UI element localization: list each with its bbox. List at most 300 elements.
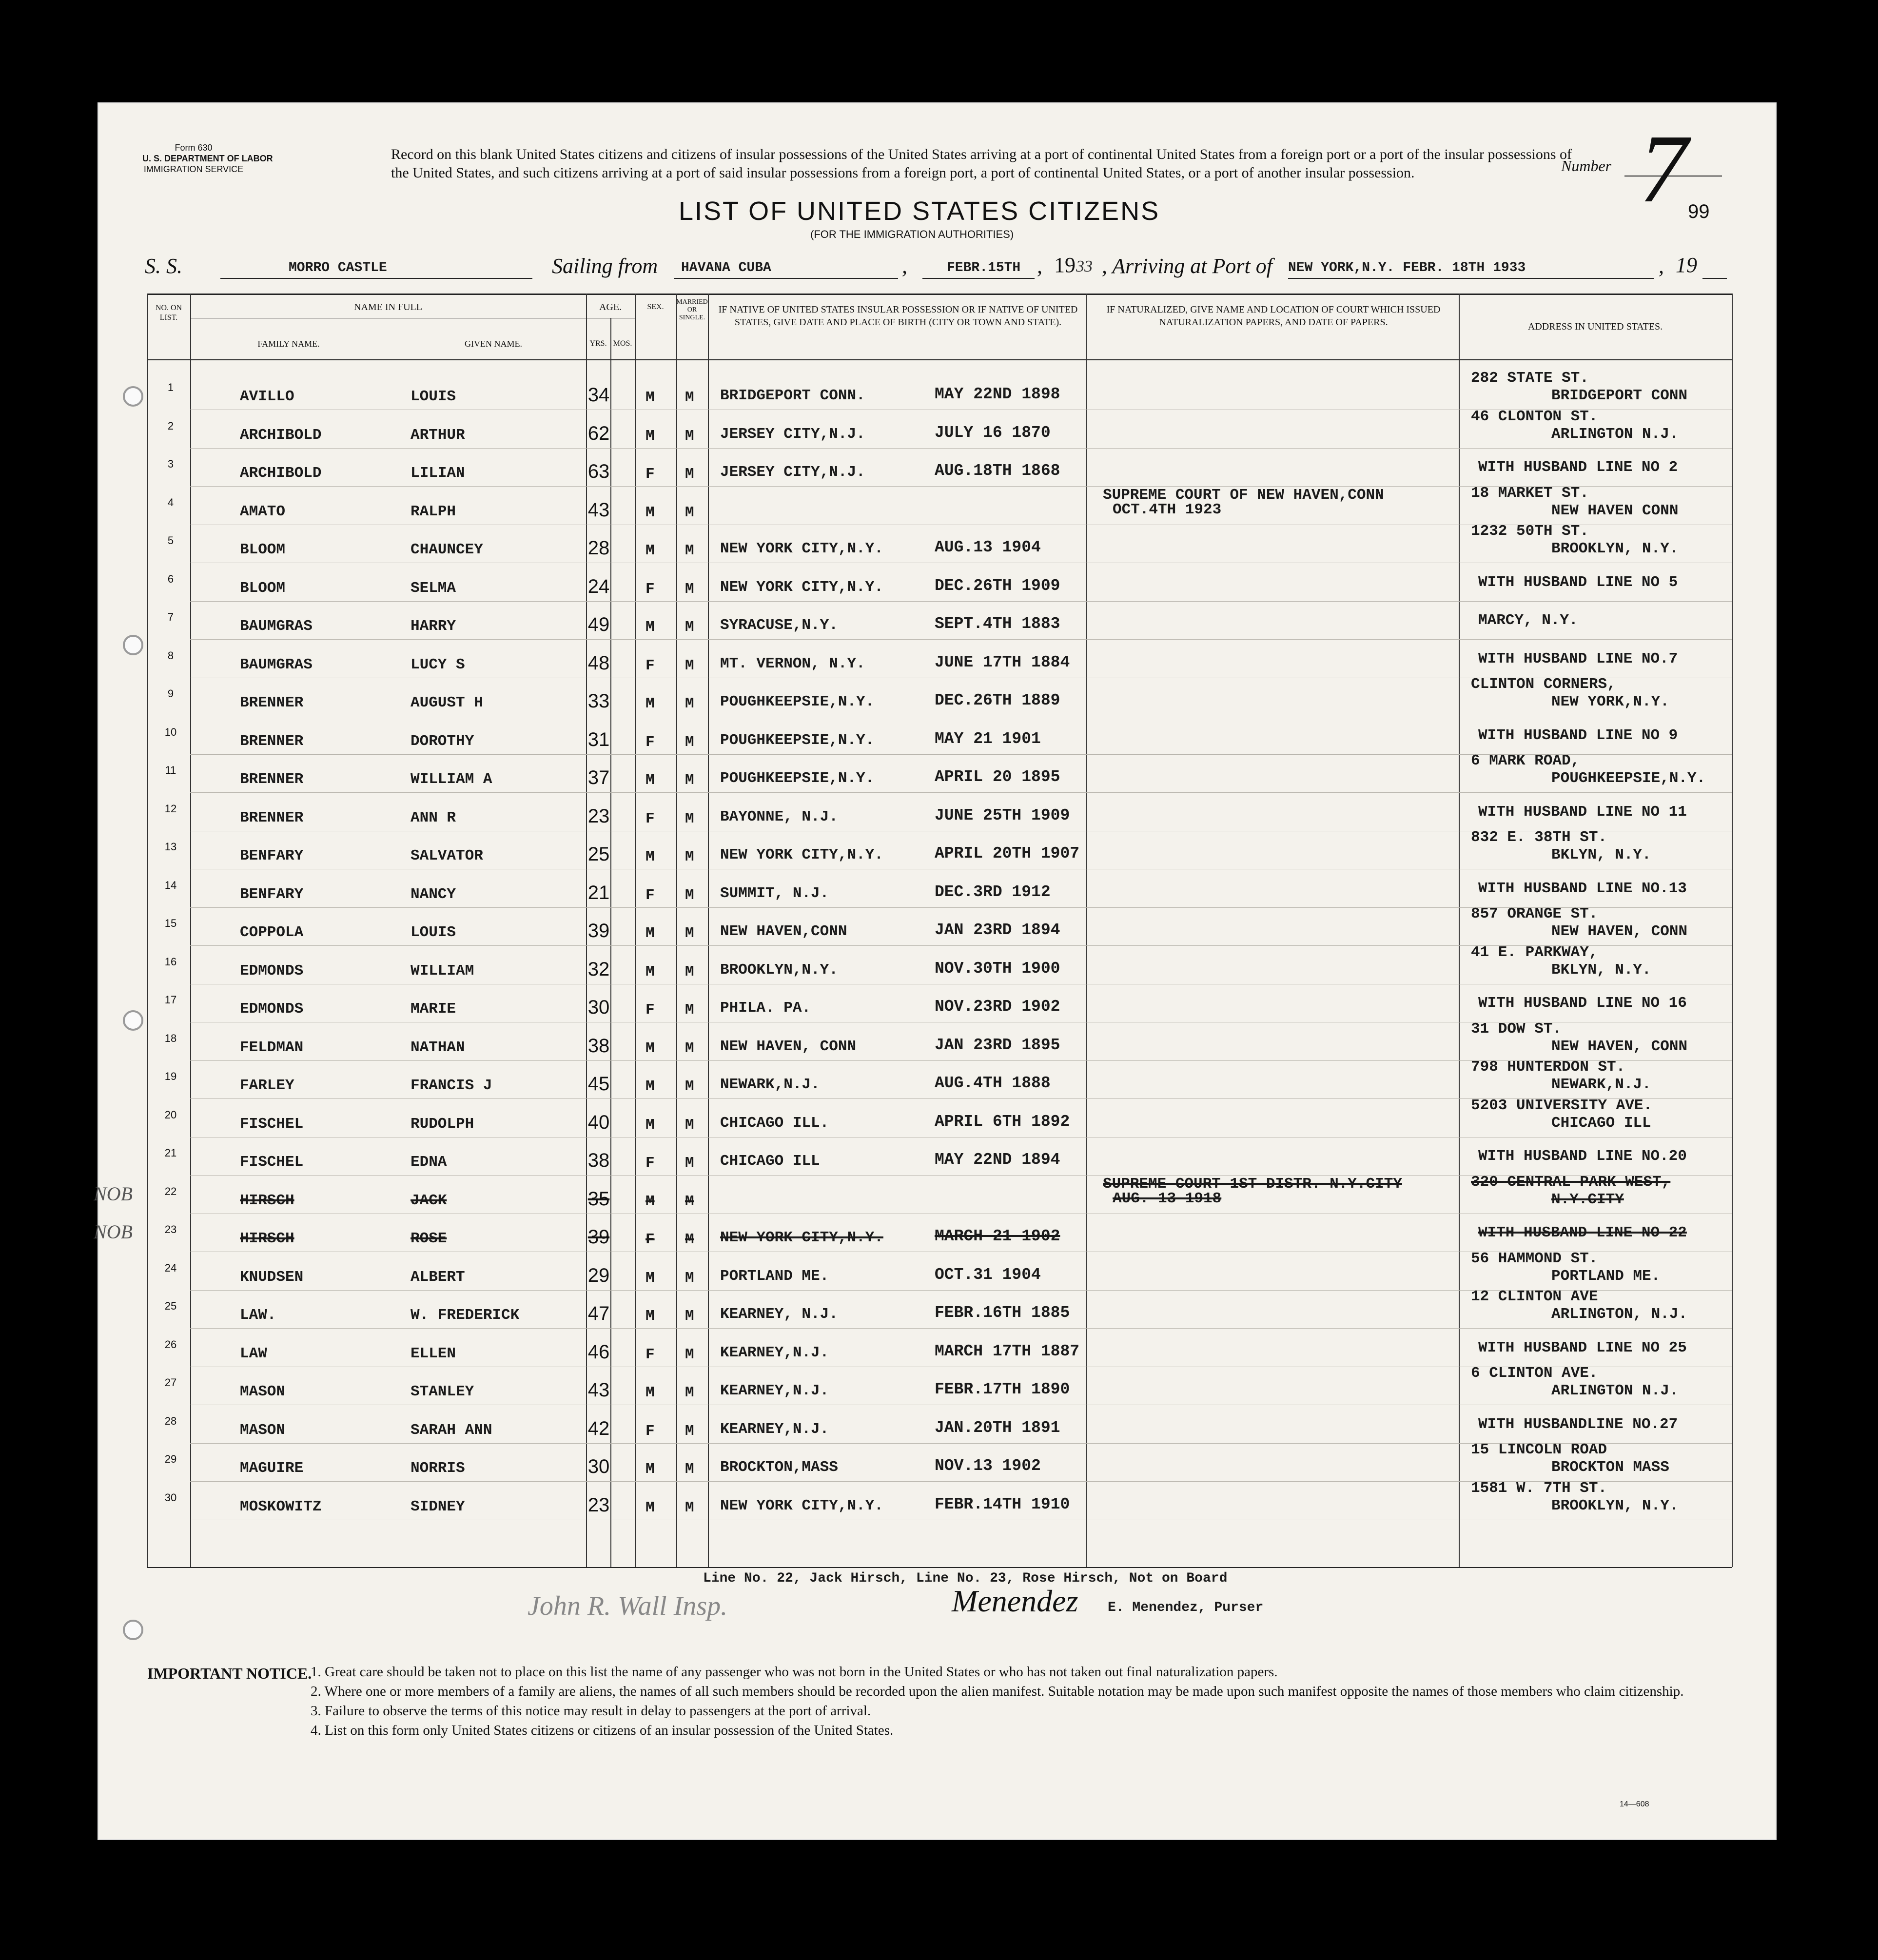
address-line-1: WITH HUSBAND LINE NO 11 bbox=[1478, 804, 1687, 821]
row-rule bbox=[190, 601, 1732, 602]
marital-status: M bbox=[685, 466, 694, 483]
given-name: WILLIAM A bbox=[411, 771, 492, 788]
row-number: 30 bbox=[164, 1491, 177, 1504]
page-number: 99 bbox=[1688, 201, 1710, 222]
marital-status: M bbox=[685, 428, 694, 445]
row-number: 1 bbox=[167, 381, 174, 393]
address-line-1: 798 HUNTERDON ST. bbox=[1471, 1058, 1625, 1076]
marital-status: M bbox=[685, 1231, 694, 1248]
marital-status: M bbox=[685, 542, 694, 559]
row-number: 20 bbox=[164, 1109, 177, 1121]
family-name: FARLEY bbox=[240, 1077, 294, 1094]
family-name: LAW bbox=[240, 1345, 267, 1362]
birth-place: BROCKTON,MASS bbox=[720, 1459, 838, 1476]
row-number: 8 bbox=[167, 649, 174, 662]
given-name: LOUIS bbox=[411, 924, 456, 941]
age-years: 45 bbox=[587, 1073, 610, 1095]
birth-date: DEC.26TH 1889 bbox=[935, 691, 1060, 709]
family-name: BRENNER bbox=[240, 694, 304, 711]
row-rule bbox=[190, 1328, 1732, 1329]
age-years: 23 bbox=[587, 805, 610, 827]
address-line-2: N.Y.CITY bbox=[1551, 1191, 1624, 1208]
table-top-border bbox=[147, 294, 1732, 295]
age-years: 30 bbox=[587, 1456, 610, 1477]
row-number: 29 bbox=[164, 1453, 177, 1465]
footer-note: Line No. 22, Jack Hirsch, Line No. 23, Rose Hirsch, Not on Board bbox=[703, 1571, 1228, 1586]
col-age: AGE. bbox=[599, 302, 622, 313]
address-line-1: 12 CLINTON AVE bbox=[1471, 1288, 1598, 1305]
given-name: NORRIS bbox=[411, 1460, 465, 1477]
given-name: SELMA bbox=[411, 580, 456, 597]
row-number: 7 bbox=[167, 611, 174, 623]
col-married: MARRIED OR SINGLE. bbox=[676, 298, 708, 321]
manifest-sheet bbox=[94, 102, 1777, 1840]
sex: M bbox=[646, 1270, 655, 1287]
age-years: 40 bbox=[587, 1112, 610, 1133]
given-name: STANLEY bbox=[411, 1383, 474, 1400]
sex: M bbox=[646, 963, 655, 980]
sex: M bbox=[646, 1040, 655, 1057]
given-name: ALBERT bbox=[411, 1269, 465, 1286]
age-years: 33 bbox=[587, 690, 610, 712]
given-name: SALVATOR bbox=[411, 847, 483, 864]
marital-status: M bbox=[685, 389, 694, 406]
age-years: 62 bbox=[587, 423, 610, 444]
given-name: LUCY S bbox=[411, 656, 465, 673]
department: U. S. DEPARTMENT OF LABOR bbox=[142, 154, 273, 163]
col-family: FAMILY NAME. bbox=[257, 339, 320, 349]
row-number: 5 bbox=[167, 534, 174, 547]
date-underline bbox=[922, 278, 1035, 279]
address-line-1: 6 CLINTON AVE. bbox=[1471, 1365, 1598, 1382]
year-underline bbox=[1702, 278, 1727, 279]
naturalization-court: SUPREME COURT 1ST DISTR. N.Y.CITY bbox=[1103, 1176, 1402, 1193]
birth-date: APRIL 20 1895 bbox=[935, 768, 1060, 786]
age-years: 28 bbox=[587, 537, 610, 559]
address-line-1: WITH HUSBAND LINE NO 16 bbox=[1478, 995, 1687, 1012]
birth-place: NEW YORK CITY,N.Y. bbox=[720, 1497, 883, 1514]
family-name: MASON bbox=[240, 1422, 286, 1439]
sex: F bbox=[646, 1155, 655, 1172]
notice-title: IMPORTANT NOTICE. bbox=[147, 1665, 312, 1682]
row-number: 28 bbox=[164, 1415, 177, 1427]
birth-place: BAYONNE, N.J. bbox=[720, 808, 838, 825]
arriving-label: , Arriving at Port of bbox=[1102, 254, 1272, 278]
address-line-1: MARCY, N.Y. bbox=[1478, 612, 1578, 629]
birth-date: FEBR.17TH 1890 bbox=[935, 1380, 1070, 1398]
birth-place: POUGHKEEPSIE,N.Y. bbox=[720, 770, 875, 787]
given-name: HARRY bbox=[411, 618, 456, 635]
ss-label: S. S. bbox=[145, 254, 182, 278]
marital-status: M bbox=[685, 1461, 694, 1478]
arrival-port: NEW YORK,N.Y. FEBR. 18TH 1933 bbox=[1288, 260, 1526, 275]
row-number: 23 bbox=[164, 1223, 177, 1235]
binder-hole-icon bbox=[123, 1010, 143, 1031]
row-number: 14 bbox=[164, 879, 177, 891]
row-number: 2 bbox=[167, 420, 174, 432]
address-line-1: 31 DOW ST. bbox=[1471, 1020, 1562, 1038]
family-name: BLOOM bbox=[240, 541, 286, 558]
age-years: 29 bbox=[587, 1265, 610, 1286]
given-name: NATHAN bbox=[411, 1039, 465, 1056]
sex: M bbox=[646, 1117, 655, 1134]
row-number: 6 bbox=[167, 573, 174, 585]
birth-place: NEW YORK CITY,N.Y. bbox=[720, 540, 883, 557]
form-number: Form 630 bbox=[175, 143, 213, 153]
row-number: 15 bbox=[164, 917, 177, 929]
address-line-2: ARLINGTON N.J. bbox=[1551, 1382, 1679, 1399]
given-name: JACK bbox=[411, 1192, 447, 1209]
sex: M bbox=[646, 1308, 655, 1325]
marital-status: M bbox=[685, 695, 694, 712]
address-line-2: BKLYN, N.Y. bbox=[1551, 961, 1651, 979]
sex: M bbox=[646, 1078, 655, 1095]
column-line bbox=[190, 294, 191, 1567]
birth-date: APRIL 6TH 1892 bbox=[935, 1113, 1070, 1131]
comma: , bbox=[1037, 254, 1042, 278]
col-sex: SEX. bbox=[647, 303, 664, 311]
marital-status: M bbox=[685, 1040, 694, 1057]
address-line-2: ARLINGTON N.J. bbox=[1551, 426, 1679, 443]
inspector-signature: John R. Wall Insp. bbox=[528, 1591, 728, 1621]
address-line-1: 5203 UNIVERSITY AVE. bbox=[1471, 1097, 1653, 1114]
address-line-1: WITH HUSBAND LINE NO 22 bbox=[1478, 1224, 1687, 1241]
column-line bbox=[1732, 294, 1733, 1567]
family-name: FISCHEL bbox=[240, 1154, 304, 1171]
birth-date: AUG.18TH 1868 bbox=[935, 462, 1060, 480]
marital-status: M bbox=[685, 1078, 694, 1095]
age-years: 39 bbox=[587, 1226, 610, 1248]
marital-status: M bbox=[685, 619, 694, 636]
given-name: FRANCIS J bbox=[411, 1077, 492, 1094]
marital-status: M bbox=[685, 925, 694, 942]
family-name: KNUDSEN bbox=[240, 1269, 304, 1286]
age-years: 38 bbox=[587, 1150, 610, 1171]
age-years: 48 bbox=[587, 652, 610, 674]
row-rule bbox=[190, 639, 1732, 640]
col-given: GIVEN NAME. bbox=[465, 339, 522, 349]
birth-date: MAY 22ND 1894 bbox=[935, 1151, 1060, 1169]
naturalization-date: AUG. 13 1918 bbox=[1113, 1190, 1222, 1207]
family-name: FISCHEL bbox=[240, 1116, 304, 1133]
row-rule bbox=[190, 792, 1732, 793]
birth-date: JUNE 17TH 1884 bbox=[935, 653, 1070, 671]
age-years: 24 bbox=[587, 576, 610, 597]
sex: F bbox=[646, 657, 655, 674]
age-years: 42 bbox=[587, 1418, 610, 1439]
marital-status: M bbox=[685, 1423, 694, 1440]
family-name: COPPOLA bbox=[240, 924, 304, 941]
marital-status: M bbox=[685, 1346, 694, 1363]
header-bottom-border bbox=[147, 359, 1732, 360]
notice-item: 4. List on this form only United States citizens or citizens of an insular possession of the United States. bbox=[311, 1723, 894, 1738]
row-number: 21 bbox=[164, 1147, 177, 1159]
marital-status: M bbox=[685, 1270, 694, 1287]
margin-note: NOB bbox=[94, 1221, 133, 1243]
address-line-1: 41 E. PARKWAY, bbox=[1471, 944, 1598, 961]
table-bottom-border bbox=[147, 1567, 1732, 1568]
family-name: BRENNER bbox=[240, 771, 304, 788]
marital-status: M bbox=[685, 1001, 694, 1019]
given-name: EDNA bbox=[411, 1154, 447, 1171]
row-number: 19 bbox=[164, 1070, 177, 1082]
family-name: ARCHIBOLD bbox=[240, 427, 322, 444]
address-line-1: WITH HUSBAND LINE NO 2 bbox=[1478, 459, 1678, 476]
birth-date: JULY 16 1870 bbox=[935, 424, 1051, 442]
address-line-2: PORTLAND ME. bbox=[1551, 1268, 1661, 1285]
ship-underline bbox=[220, 278, 532, 279]
birth-date: JAN.20TH 1891 bbox=[935, 1419, 1060, 1437]
notice-list bbox=[311, 1662, 1724, 1740]
birth-date: JAN 23RD 1895 bbox=[935, 1036, 1060, 1054]
column-line bbox=[635, 294, 636, 1567]
col-mos: MOS. bbox=[613, 339, 632, 348]
column-line bbox=[708, 294, 709, 1567]
marital-status: M bbox=[685, 810, 694, 827]
birth-place: POUGHKEEPSIE,N.Y. bbox=[720, 693, 875, 710]
age-years: 30 bbox=[587, 997, 610, 1018]
column-line bbox=[1086, 294, 1087, 1567]
col-birth: IF NATIVE OF UNITED STATES INSULAR POSSESSION OR IF NATIVE OF UNITED STATES, GIVE DATE AND PLACE OF BIRTH (CITY OR TOWN AND STATE). bbox=[718, 304, 1078, 328]
print-code: 14—608 bbox=[1620, 1800, 1649, 1808]
family-name: HIRSCH bbox=[240, 1192, 294, 1209]
family-name: FELDMAN bbox=[240, 1039, 304, 1056]
sex: M bbox=[646, 1461, 655, 1478]
address-line-2: BROOKLYN, N.Y. bbox=[1551, 540, 1679, 557]
row-number: 25 bbox=[164, 1300, 177, 1312]
address-line-1: 1581 W. 7TH ST. bbox=[1471, 1480, 1607, 1497]
col-no: NO. ON LIST. bbox=[155, 304, 182, 322]
sex: M bbox=[646, 619, 655, 636]
family-name: BENFARY bbox=[240, 847, 304, 864]
naturalization-date: OCT.4TH 1923 bbox=[1113, 501, 1222, 518]
birth-date: AUG.13 1904 bbox=[935, 538, 1041, 556]
sex: F bbox=[646, 466, 655, 483]
age-years: 43 bbox=[587, 1379, 610, 1401]
address-line-2: BRIDGEPORT CONN bbox=[1551, 387, 1688, 404]
sex: M bbox=[646, 772, 655, 789]
marital-status: M bbox=[685, 734, 694, 751]
notice-item: 1. Great care should be taken not to place on this list the name of any passenger who was not born in the United States or who has not taken out final naturalization papers. bbox=[311, 1664, 1278, 1680]
row-number: 27 bbox=[164, 1376, 177, 1389]
sex: M bbox=[646, 542, 655, 559]
address-line-1: WITH HUSBANDLINE NO.27 bbox=[1478, 1416, 1678, 1433]
sex: M bbox=[646, 695, 655, 712]
birth-place: NEW YORK CITY,N.Y. bbox=[720, 1229, 883, 1246]
row-number: 24 bbox=[164, 1262, 177, 1274]
sex: M bbox=[646, 504, 655, 521]
address-line-1: 282 STATE ST. bbox=[1471, 370, 1589, 387]
given-name: AUGUST H bbox=[411, 694, 483, 711]
year-hand: 33 bbox=[1076, 257, 1093, 275]
given-name: MARIE bbox=[411, 1000, 456, 1018]
address-line-2: POUGHKEEPSIE,N.Y. bbox=[1551, 770, 1706, 787]
birth-place: BRIDGEPORT CONN. bbox=[720, 387, 865, 404]
birth-date: JUNE 25TH 1909 bbox=[935, 806, 1070, 824]
sailing-date: FEBR.15TH bbox=[947, 260, 1021, 275]
from-underline bbox=[674, 278, 898, 279]
address-line-2: BROOKLYN, N.Y. bbox=[1551, 1497, 1679, 1514]
birth-place: KEARNEY,N.J. bbox=[720, 1421, 829, 1438]
given-name: LOUIS bbox=[411, 388, 456, 405]
birth-place: NEWARK,N.J. bbox=[720, 1076, 820, 1093]
birth-date: FEBR.14TH 1910 bbox=[935, 1495, 1070, 1513]
birth-place: NEW HAVEN, CONN bbox=[720, 1038, 857, 1055]
given-name: WILLIAM bbox=[411, 962, 474, 980]
address-line-2: NEW HAVEN, CONN bbox=[1551, 923, 1688, 940]
sex: M bbox=[646, 925, 655, 942]
address-line-1: WITH HUSBAND LINE NO 9 bbox=[1478, 727, 1678, 744]
given-name: ELLEN bbox=[411, 1345, 456, 1362]
given-name: W. FREDERICK bbox=[411, 1307, 520, 1324]
column-line bbox=[1459, 294, 1460, 1567]
given-name: DOROTHY bbox=[411, 733, 474, 750]
comma: , bbox=[902, 254, 907, 278]
col-naturalized: IF NATURALIZED, GIVE NAME AND LOCATION OF COURT WHICH ISSUED NATURALIZATION PAPERS, AND DATE OF PAPERS. bbox=[1106, 304, 1441, 328]
birth-date: OCT.31 1904 bbox=[935, 1266, 1041, 1284]
birth-place: CHICAGO ILL bbox=[720, 1153, 820, 1170]
sex: F bbox=[646, 810, 655, 827]
sex: M bbox=[646, 1384, 655, 1401]
sailing-label: Sailing from bbox=[552, 254, 658, 278]
age-years: 21 bbox=[587, 882, 610, 903]
family-name: HIRSCH bbox=[240, 1230, 294, 1247]
age-years: 38 bbox=[587, 1035, 610, 1057]
address-line-2: NEW YORK,N.Y. bbox=[1551, 693, 1669, 710]
row-number: 22 bbox=[164, 1185, 177, 1197]
family-name: BAUMGRAS bbox=[240, 618, 313, 635]
margin-note: NOB bbox=[94, 1183, 133, 1205]
birth-place: CHICAGO ILL. bbox=[720, 1115, 829, 1132]
address-line-1: 320 CENTRAL PARK WEST, bbox=[1471, 1174, 1671, 1191]
address-line-2: NEW HAVEN, CONN bbox=[1551, 1038, 1688, 1055]
marital-status: M bbox=[685, 1308, 694, 1325]
given-name: ROSE bbox=[411, 1230, 447, 1247]
age-years: 34 bbox=[587, 384, 610, 406]
row-number: 16 bbox=[164, 956, 177, 968]
marital-status: M bbox=[685, 1155, 694, 1172]
instructions: Record on this blank United States citizens and citizens of insular possessions of the United States arriving at a port of continental United States from a foreign port or a port of the insular possessions of the United States, and such citizens arriving at a port of said insular possessions from a foreign port, a port of continental United States, or a port of another insular possession. bbox=[391, 146, 1572, 181]
column-line bbox=[147, 294, 148, 1567]
sex: F bbox=[646, 1231, 655, 1248]
birth-date: NOV.30TH 1900 bbox=[935, 960, 1060, 978]
age-years: 37 bbox=[587, 767, 610, 788]
number-label: Number bbox=[1561, 157, 1612, 175]
birth-place: KEARNEY,N.J. bbox=[720, 1344, 829, 1361]
service: IMMIGRATION SERVICE bbox=[143, 164, 244, 174]
sex: F bbox=[646, 1346, 655, 1363]
birth-date: AUG.4TH 1888 bbox=[935, 1074, 1051, 1092]
family-name: MASON bbox=[240, 1383, 286, 1400]
column-line bbox=[610, 318, 611, 1567]
marital-status: M bbox=[685, 887, 694, 904]
birth-place: PORTLAND ME. bbox=[720, 1268, 829, 1285]
birth-place: KEARNEY,N.J. bbox=[720, 1382, 829, 1399]
row-number: 12 bbox=[164, 803, 177, 815]
address-line-2: ARLINGTON, N.J. bbox=[1551, 1306, 1688, 1323]
address-line-2: NEW HAVEN CONN bbox=[1551, 502, 1679, 519]
age-years: 46 bbox=[587, 1341, 610, 1363]
age-years: 63 bbox=[587, 461, 610, 482]
age-years: 32 bbox=[587, 959, 610, 980]
trailing-comma: , bbox=[1659, 254, 1664, 278]
family-name: LAW. bbox=[240, 1307, 276, 1324]
marital-status: M bbox=[685, 1499, 694, 1516]
birth-place: NEW HAVEN,CONN bbox=[720, 923, 847, 940]
birth-date: DEC.26TH 1909 bbox=[935, 577, 1060, 595]
birth-place: SUMMIT, N.J. bbox=[720, 885, 829, 902]
marital-status: M bbox=[685, 1384, 694, 1401]
row-number: 3 bbox=[167, 458, 174, 470]
marital-status: M bbox=[685, 772, 694, 789]
sex: M bbox=[646, 848, 655, 865]
birth-date: DEC.3RD 1912 bbox=[935, 883, 1051, 901]
sex: M bbox=[646, 428, 655, 445]
year-prefix: 19 bbox=[1054, 253, 1076, 277]
sex: M bbox=[646, 1193, 655, 1210]
marital-status: M bbox=[685, 657, 694, 674]
marital-status: M bbox=[685, 504, 694, 521]
page-subtitle: (FOR THE IMMIGRATION AUTHORITIES) bbox=[810, 228, 1014, 240]
sex: F bbox=[646, 887, 655, 904]
row-number: 9 bbox=[167, 687, 174, 700]
given-name: SARAH ANN bbox=[411, 1422, 492, 1439]
notice-item: 2. Where one or more members of a family are aliens, the names of all such members should be recorded upon the alien manifest. Suitable notation may be made upon such manifest opposite the names of those members who claim citizenship. bbox=[311, 1684, 1684, 1699]
birth-date: MARCH 21 1902 bbox=[935, 1227, 1060, 1245]
form-id bbox=[142, 142, 273, 175]
col-name-in-full: NAME IN FULL bbox=[354, 302, 422, 313]
birth-place: JERSEY CITY,N.J. bbox=[720, 464, 865, 481]
binder-hole-icon bbox=[123, 1620, 143, 1640]
address-line-1: 18 MARKET ST. bbox=[1471, 485, 1589, 502]
row-number: 13 bbox=[164, 841, 177, 853]
age-years: 49 bbox=[587, 614, 610, 635]
col-yrs: YRS. bbox=[589, 339, 607, 348]
naturalization-court: SUPREME COURT OF NEW HAVEN,CONN bbox=[1103, 487, 1384, 504]
binder-hole-icon bbox=[123, 386, 143, 407]
family-name: AMATO bbox=[240, 503, 286, 520]
family-name: AVILLO bbox=[240, 388, 294, 405]
ship-name: MORRO CASTLE bbox=[289, 260, 387, 275]
given-name: ANN R bbox=[411, 809, 456, 826]
birth-date: FEBR.16TH 1885 bbox=[935, 1304, 1070, 1322]
given-name: LILIAN bbox=[411, 465, 465, 482]
given-name: RUDOLPH bbox=[411, 1116, 474, 1133]
birth-date: MARCH 17TH 1887 bbox=[935, 1342, 1080, 1360]
col-address: ADDRESS IN UNITED STATES. bbox=[1527, 321, 1663, 332]
address-line-1: 832 E. 38TH ST. bbox=[1471, 829, 1607, 846]
birth-place: PHILA. PA. bbox=[720, 1000, 811, 1017]
family-name: BRENNER bbox=[240, 809, 304, 826]
page-title: LIST OF UNITED STATES CITIZENS bbox=[679, 196, 1160, 226]
address-line-2: BROCKTON MASS bbox=[1551, 1459, 1669, 1476]
binder-hole-icon bbox=[123, 635, 143, 655]
age-years: 43 bbox=[587, 499, 610, 521]
address-line-1: 15 LINCOLN ROAD bbox=[1471, 1441, 1607, 1458]
age-years: 35 bbox=[587, 1188, 610, 1210]
address-line-1: WITH HUSBAND LINE NO 5 bbox=[1478, 574, 1678, 591]
given-name: RALPH bbox=[411, 503, 456, 520]
address-line-1: 56 HAMMOND ST. bbox=[1471, 1250, 1598, 1267]
sailing-from: HAVANA CUBA bbox=[681, 260, 771, 275]
marital-status: M bbox=[685, 1117, 694, 1134]
family-name: BENFARY bbox=[240, 886, 304, 903]
birth-place: JERSEY CITY,N.J. bbox=[720, 426, 865, 443]
number-value: 7 bbox=[1639, 115, 1688, 223]
birth-date: NOV.13 1902 bbox=[935, 1457, 1041, 1475]
year-trailing: 19 bbox=[1676, 253, 1697, 277]
family-name: BAUMGRAS bbox=[240, 656, 313, 673]
